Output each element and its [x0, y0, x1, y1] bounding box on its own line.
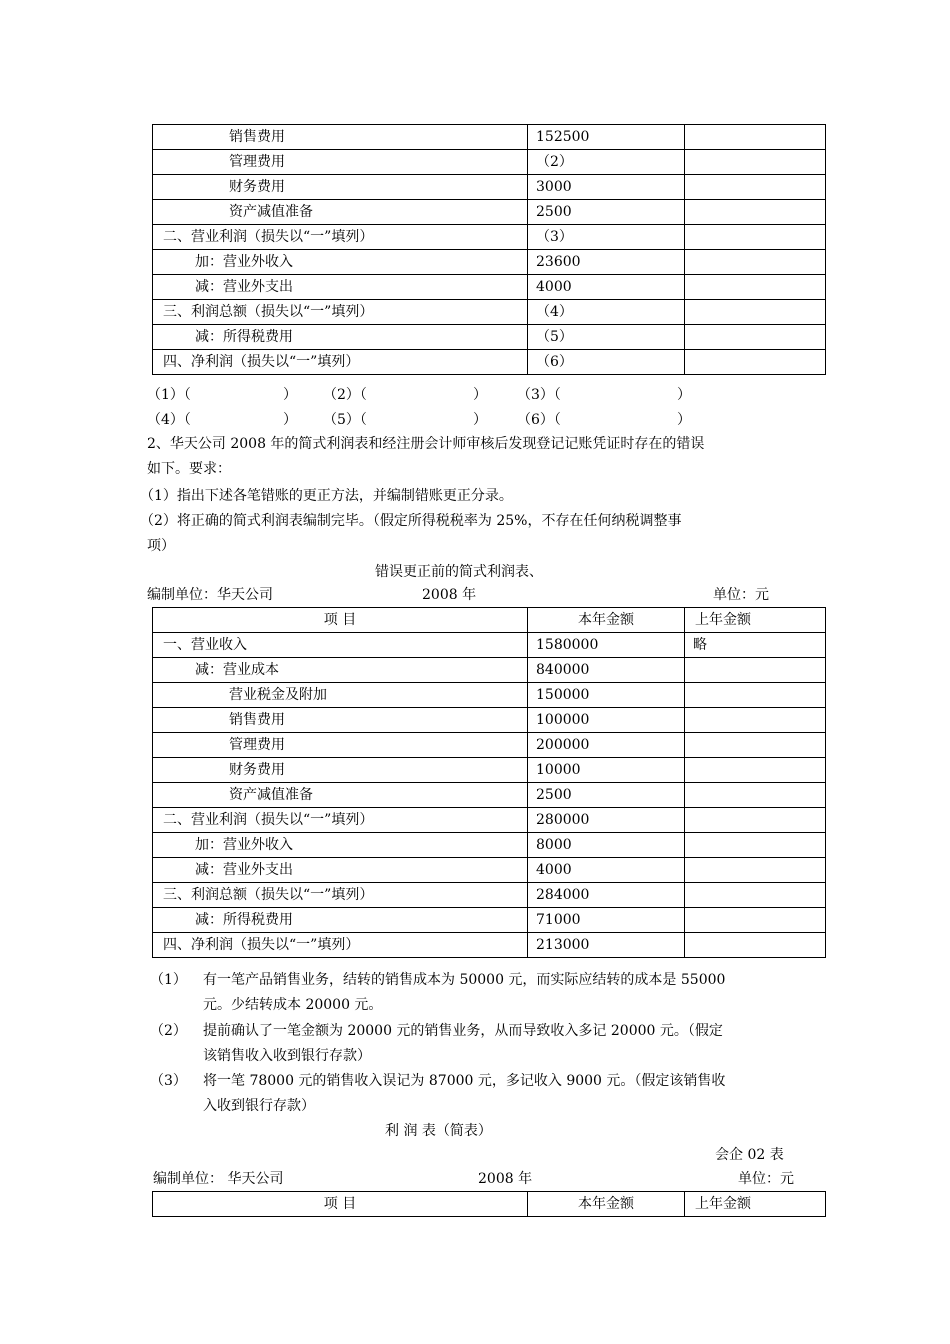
- income-statement-continuation-table: [152, 124, 826, 375]
- row-prior-year-amount: [685, 733, 826, 758]
- row-current-year-amount: 280000: [528, 808, 685, 833]
- table-2-unit-label: 编制单位：华天公司: [147, 587, 273, 603]
- table-row: [153, 200, 826, 225]
- table-row: [153, 175, 826, 200]
- table-row: [153, 883, 826, 908]
- row-prior-year-amount: [685, 908, 826, 933]
- table-row: [153, 658, 826, 683]
- row-current-year-amount: 100000: [528, 708, 685, 733]
- row-prior-year-amount: [685, 883, 826, 908]
- requirement-2-cont: 项）: [147, 538, 175, 554]
- row-current-year-amount: （5）: [528, 325, 685, 350]
- table-row: [153, 225, 826, 250]
- table-row: [153, 908, 826, 933]
- row-current-year-amount: 8000: [528, 833, 685, 858]
- row-prior-year-amount: 略: [685, 633, 826, 658]
- row-prior-year-amount: [685, 175, 826, 200]
- row-current-year-amount: （3）: [528, 225, 685, 250]
- row-current-year-amount: 840000: [528, 658, 685, 683]
- row-current-year-amount: 2500: [528, 783, 685, 808]
- income-statement-blank-table: [152, 1191, 826, 1217]
- table-row: [153, 325, 826, 350]
- row-item: 资产减值准备: [153, 783, 528, 808]
- table-header-row: [153, 1192, 826, 1217]
- row-current-year-amount: 213000: [528, 933, 685, 958]
- table-row: [153, 633, 826, 658]
- row-current-year-amount: 4000: [528, 858, 685, 883]
- row-prior-year-amount: [685, 300, 826, 325]
- row-item: 三、利润总额（损失以“一”填列）: [153, 300, 528, 325]
- row-item: 二、营业利润（损失以“一”填列）: [153, 808, 528, 833]
- row-current-year-amount: 150000: [528, 683, 685, 708]
- row-current-year-amount: 23600: [528, 250, 685, 275]
- answer-blanks-line-2: （4）（ ） （5）（ ） （6）（ ）: [147, 412, 691, 428]
- table-2-title: 错误更正前的简式利润表、: [375, 564, 543, 580]
- row-item: 减：所得税费用: [153, 325, 528, 350]
- row-current-year-amount: 200000: [528, 733, 685, 758]
- row-current-year-amount: 71000: [528, 908, 685, 933]
- row-current-year-amount: （2）: [528, 150, 685, 175]
- table-row: [153, 125, 826, 150]
- row-item: 四、净利润（损失以“一”填列）: [153, 933, 528, 958]
- row-prior-year-amount: [685, 658, 826, 683]
- table-row: [153, 833, 826, 858]
- row-item: 减：所得税费用: [153, 908, 528, 933]
- row-item: 管理费用: [153, 733, 528, 758]
- table-3-form-number: 会企 02 表: [715, 1147, 784, 1163]
- row-prior-year-amount: [685, 350, 826, 375]
- table-header-row: [153, 608, 826, 633]
- table-2-year: 2008 年: [422, 587, 477, 603]
- error-3-num: （3）: [150, 1073, 187, 1089]
- row-prior-year-amount: [685, 275, 826, 300]
- row-prior-year-amount: [685, 708, 826, 733]
- header-item: 项 目: [153, 1192, 528, 1217]
- question-2-intro: 2、华天公司 2008 年的简式利润表和经注册会计师审核后发现登记记账凭证时存在的错误: [147, 436, 705, 452]
- row-prior-year-amount: [685, 758, 826, 783]
- row-current-year-amount: 152500: [528, 125, 685, 150]
- row-prior-year-amount: [685, 250, 826, 275]
- row-item: 资产减值准备: [153, 200, 528, 225]
- table-row: [153, 858, 826, 883]
- table-row: [153, 250, 826, 275]
- error-1-text-cont: 元。少结转成本 20000 元。: [203, 997, 383, 1013]
- table-row: [153, 275, 826, 300]
- row-item: 减：营业成本: [153, 658, 528, 683]
- requirement-1: （1）指出下述各笔错账的更正方法，并编制错账更正分录。: [140, 488, 513, 504]
- row-prior-year-amount: [685, 858, 826, 883]
- row-prior-year-amount: [685, 225, 826, 250]
- row-item: 一、营业收入: [153, 633, 528, 658]
- row-prior-year-amount: [685, 200, 826, 225]
- row-prior-year-amount: [685, 833, 826, 858]
- row-item: 四、净利润（损失以“一”填列）: [153, 350, 528, 375]
- table-3-title: 利 润 表（简表）: [385, 1123, 492, 1139]
- table-row: [153, 300, 826, 325]
- header-current-year: 本年金额: [528, 1192, 685, 1217]
- table-row: [153, 808, 826, 833]
- row-item: 加：营业外收入: [153, 833, 528, 858]
- table-3-unit-label: 编制单位： 华天公司: [153, 1171, 284, 1187]
- row-prior-year-amount: [685, 683, 826, 708]
- row-item: 销售费用: [153, 125, 528, 150]
- row-prior-year-amount: [685, 933, 826, 958]
- row-prior-year-amount: [685, 783, 826, 808]
- table-row: [153, 708, 826, 733]
- row-current-year-amount: 3000: [528, 175, 685, 200]
- table-3-year: 2008 年: [478, 1171, 533, 1187]
- row-current-year-amount: 2500: [528, 200, 685, 225]
- error-3-text: 将一笔 78000 元的销售收入误记为 87000 元，多记收入 9000 元。（假定该销售收: [203, 1073, 726, 1089]
- table-row: [153, 733, 826, 758]
- table-3-currency: 单位：元: [738, 1171, 794, 1187]
- requirement-2: （2）将正确的简式利润表编制完毕。（假定所得税税率为 25%，不存在任何纳税调整事: [140, 513, 682, 529]
- row-item: 管理费用: [153, 150, 528, 175]
- error-3-text-cont: 入收到银行存款）: [203, 1098, 315, 1114]
- row-prior-year-amount: [685, 808, 826, 833]
- table-row: [153, 350, 826, 375]
- table-row: [153, 683, 826, 708]
- row-prior-year-amount: [685, 325, 826, 350]
- row-item: 减：营业外支出: [153, 275, 528, 300]
- table-row: [153, 783, 826, 808]
- error-1-num: （1）: [150, 972, 187, 988]
- row-item: 二、营业利润（损失以“一”填列）: [153, 225, 528, 250]
- header-prior-year: 上年金额: [685, 608, 826, 633]
- header-current-year: 本年金额: [528, 608, 685, 633]
- row-current-year-amount: 10000: [528, 758, 685, 783]
- row-current-year-amount: 1580000: [528, 633, 685, 658]
- row-item: 减：营业外支出: [153, 858, 528, 883]
- income-statement-before-correction-table: [152, 607, 826, 958]
- error-2-text: 提前确认了一笔金额为 20000 元的销售业务，从而导致收入多记 20000 元。（假定: [203, 1023, 723, 1039]
- header-prior-year: 上年金额: [685, 1192, 826, 1217]
- row-item: 销售费用: [153, 708, 528, 733]
- error-2-text-cont: 该销售收入收到银行存款）: [203, 1048, 371, 1064]
- table-row: [153, 150, 826, 175]
- table-2-currency: 单位：元: [713, 587, 769, 603]
- row-current-year-amount: （6）: [528, 350, 685, 375]
- row-item: 三、利润总额（损失以“一”填列）: [153, 883, 528, 908]
- table-row: [153, 758, 826, 783]
- table-row: [153, 933, 826, 958]
- question-2-intro-cont: 如下。要求：: [147, 461, 231, 477]
- error-1-text: 有一笔产品销售业务，结转的销售成本为 50000 元，而实际应结转的成本是 55000: [203, 972, 726, 988]
- row-current-year-amount: 284000: [528, 883, 685, 908]
- header-item: 项 目: [153, 608, 528, 633]
- row-prior-year-amount: [685, 150, 826, 175]
- answer-blanks-line-1: （1）（ ） （2）（ ） （3）（ ）: [147, 387, 691, 403]
- row-item: 财务费用: [153, 758, 528, 783]
- row-item: 营业税金及附加: [153, 683, 528, 708]
- row-item: 加：营业外收入: [153, 250, 528, 275]
- row-current-year-amount: 4000: [528, 275, 685, 300]
- row-prior-year-amount: [685, 125, 826, 150]
- row-item: 财务费用: [153, 175, 528, 200]
- error-2-num: （2）: [150, 1023, 187, 1039]
- row-current-year-amount: （4）: [528, 300, 685, 325]
